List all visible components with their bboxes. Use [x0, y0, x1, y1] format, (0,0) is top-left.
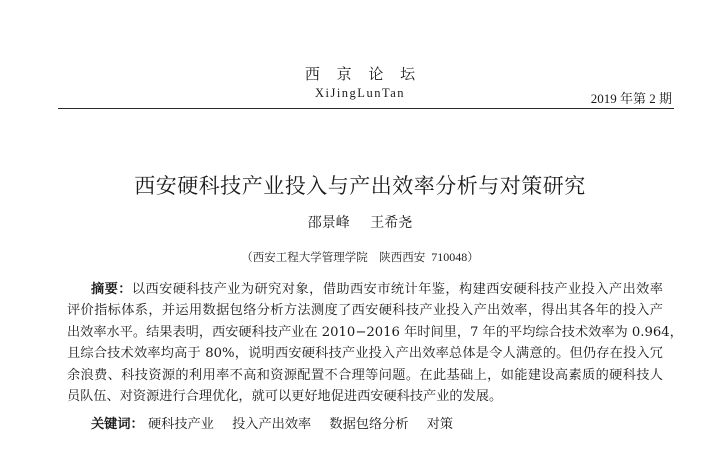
abstract-line: 出效率水平。结果表明，西安硬科技产业在 2010−2016 年时间里，7 年的平均综合技术效率为 0.964，: [67, 324, 683, 340]
keywords: [91, 413, 467, 432]
author-name: 邵景峰: [307, 215, 350, 231]
abstract-line: 员队伍、对资源进行合理优化，就可以更好地促进西安硬科技产业的发展。: [67, 389, 503, 405]
keywords-label: 关键词：: [91, 417, 144, 432]
affiliation: [0, 249, 720, 265]
abstract-label: 摘要：: [91, 282, 132, 297]
journal-pinyin: XiJingLunTan: [314, 86, 406, 100]
keyword: 对策: [426, 417, 454, 432]
abstract-line: 评价指标体系，并运用数据包络分析方法测度了西安硬科技产业投入产出效率，得出其各年的投入产: [67, 303, 663, 319]
journal-name: 西 京 论 坛: [304, 65, 422, 83]
keyword: 投入产出效率: [232, 417, 312, 432]
affiliation-open-paren: （: [241, 250, 253, 264]
keyword: 硬科技产业: [147, 417, 214, 432]
affiliation-text: 西安工程大学管理学院 陕西西安: [252, 250, 426, 264]
header-rule: [58, 108, 674, 109]
affiliation-close-paren: ）: [467, 250, 479, 264]
abstract-line: 且综合技术效率均高于 80%，说明西安硬科技产业投入产出效率总体是令人满意的。但仍存在投入冗: [67, 346, 663, 362]
abstract-line: [67, 279, 663, 300]
abstract-line: 余浪费、科技资源的利用率不高和资源配置不合理等问题。在此基础上，如能建设高素质的硬科技人: [67, 367, 663, 383]
abstract: [67, 279, 683, 407]
author-name: 王希尧: [370, 215, 413, 231]
author-list: [0, 212, 720, 232]
issue-number: 2019 年第 2 期: [590, 91, 672, 106]
article-title: 西安硬科技产业投入与产出效率分析与对策研究: [134, 174, 586, 198]
abstract-text: 以西安硬科技产业为研究对象，借助西安市统计年鉴，构建西安硬科技产业投入产出效率: [131, 282, 663, 297]
affiliation-postcode: 710048: [431, 250, 468, 264]
keyword: 数据包络分析: [329, 417, 409, 432]
